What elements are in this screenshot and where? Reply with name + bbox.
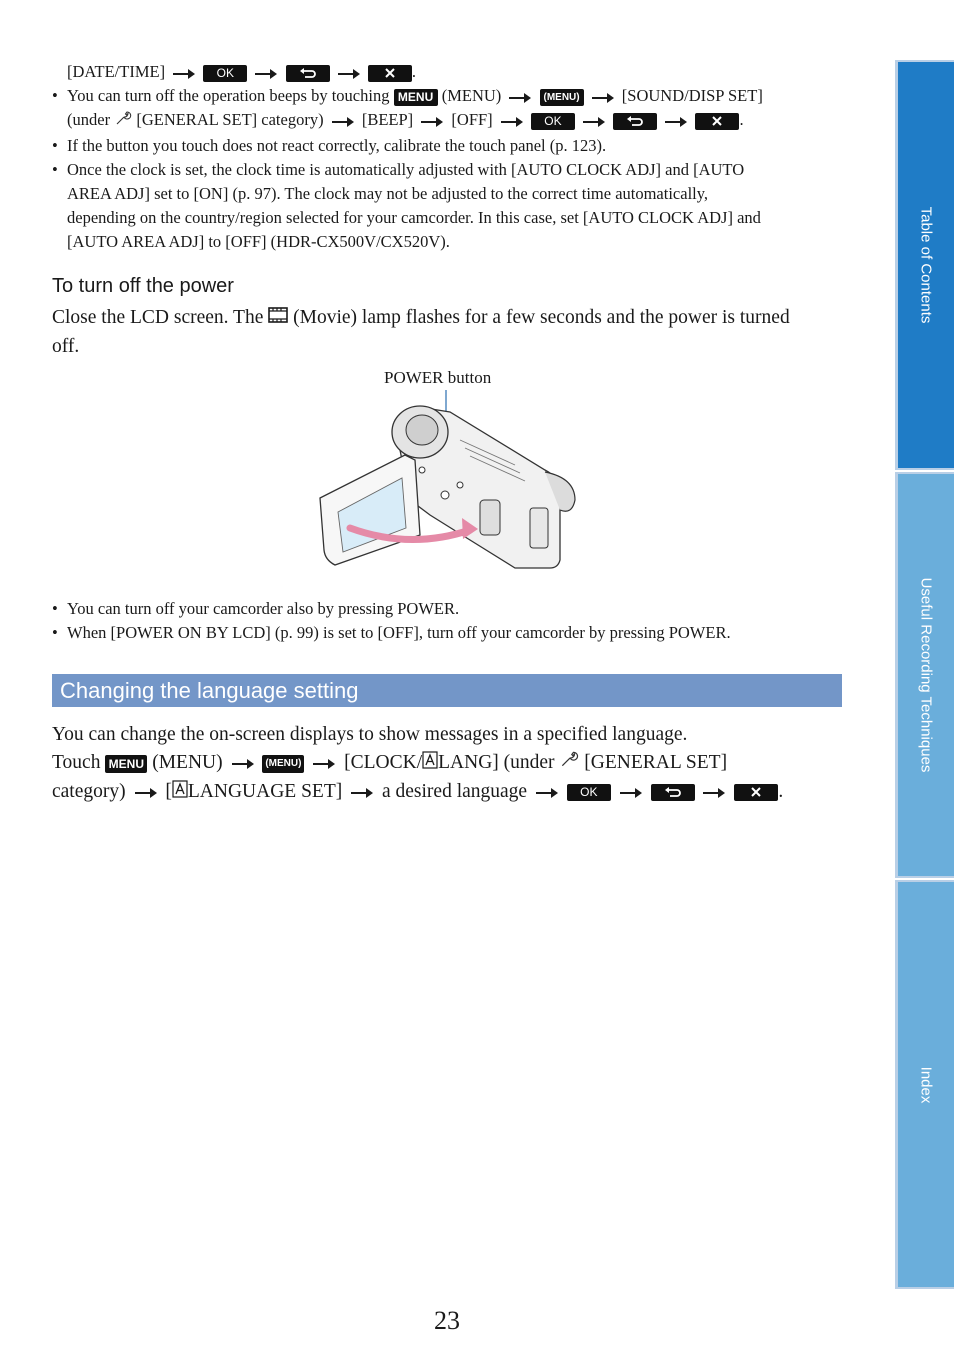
arrow-icon: [351, 792, 373, 793]
arrow-icon: [501, 121, 523, 122]
arrow-icon: [536, 792, 558, 793]
power-notes: [52, 597, 842, 645]
power-text-1: Close the LCD screen. The: [52, 307, 264, 328]
language-touch: Touch: [52, 752, 101, 773]
tab-index-label: Index: [917, 1066, 935, 1103]
power-paragraph: [52, 304, 842, 361]
arrow-icon: [620, 792, 642, 793]
clock-bullet: [52, 158, 842, 254]
tab-toc-label: Table of Contents: [917, 206, 935, 324]
language-paragraph: You can change the on-screen displays to show messages in a specified language. Touch MENU (MENU) (MENU) [CLOCK/ LANG] (under [GENERAL SET] category) [ LANGUAGE SET] a desired language OK .: [52, 721, 842, 807]
language-menu-label: (MENU): [152, 752, 223, 773]
menu-button-icon: MENU: [394, 89, 438, 106]
arrow-icon: [703, 792, 725, 793]
beep-text-6: [BEEP]: [361, 110, 414, 129]
menu-category-icon: (MENU): [262, 755, 304, 773]
wrench-icon: [559, 749, 579, 778]
camcorder-illustration: [310, 390, 590, 575]
close-button-icon: [695, 113, 739, 130]
arrow-icon: [338, 73, 360, 74]
arrow-icon: [313, 763, 335, 764]
date-time-text: [DATE/TIME]: [67, 62, 166, 81]
arrow-icon: [665, 121, 687, 122]
language-desired: a desired language: [381, 781, 528, 803]
arrow-icon: [232, 763, 254, 764]
power-button-caption: POWER button: [384, 368, 492, 387]
language-set-1: [: [165, 781, 172, 803]
language-a-icon: [172, 779, 188, 807]
beep-text-1: You can turn off the operation beeps by touching: [67, 86, 390, 105]
language-general-set: [GENERAL SET]: [584, 752, 728, 773]
menu-category-icon: (MENU): [540, 89, 584, 106]
clock-line-1: Once the clock is set, the clock time is automatically adjusted with [AUTO CLOCK ADJ] and [AUTO: [67, 159, 745, 179]
page-number: 23: [434, 1306, 460, 1335]
instructions-block: [52, 60, 842, 254]
movie-icon: [268, 305, 288, 333]
date-time-line: [DATE/TIME] OK .: [67, 62, 416, 81]
wrench-icon: [114, 109, 132, 134]
menu-button-icon: MENU: [105, 755, 147, 773]
beep-text-5: [GENERAL SET] category): [136, 110, 324, 129]
section-heading-bar: [52, 674, 842, 707]
beep-text-3: [SOUND/DISP SET]: [621, 86, 763, 105]
section-heading: Changing the language setting: [60, 678, 359, 703]
language-line-1: You can change the on-screen displays to show messages in a specified language.: [52, 724, 688, 745]
arrow-icon: [332, 121, 354, 122]
language-clock-2: LANG] (under: [438, 752, 555, 773]
ok-button-icon: OK: [203, 65, 247, 82]
ok-button-icon: OK: [567, 784, 611, 801]
arrow-icon: [592, 97, 614, 98]
tab-useful-label: Useful Recording Techniques: [917, 577, 935, 773]
beep-bullet: • You can turn off the operation beeps by touching MENU (MENU) (MENU) [SOUND/DISP SET] (under [GENERAL SET] category) [BEEP] [OFF] OK .: [52, 84, 842, 134]
language-a-icon: [422, 750, 438, 778]
return-button-icon: [651, 784, 695, 801]
tab-index[interactable]: [895, 880, 954, 1289]
tab-useful-recording-techniques[interactable]: [895, 472, 954, 878]
calibrate-bullet: • If the button you touch does not react correctly, calibrate the touch panel (p. 123).: [52, 134, 842, 158]
power-note-1: • You can turn off your camcorder also by pressing POWER.: [52, 597, 842, 621]
close-button-icon: [734, 784, 778, 801]
return-button-icon: [613, 113, 657, 130]
language-set-2: LANGUAGE SET]: [187, 781, 343, 803]
power-note-2: • When [POWER ON BY LCD] (p. 99) is set to [OFF], turn off your camcorder by pressing POWER.: [52, 621, 842, 645]
power-text-2: (Movie) lamp flashes for a few seconds and the power is turned: [293, 307, 790, 328]
beep-text-2: (MENU): [441, 86, 502, 105]
ok-button-icon: OK: [531, 113, 575, 130]
arrow-icon: [173, 73, 195, 74]
clock-line-3: depending on the country/region selected for your camcorder. In this case, set [AUTO CLOCK ADJ] and: [67, 207, 761, 227]
clock-line-4: [AUTO AREA ADJ] to [OFF] (HDR-CX500V/CX520V).: [67, 231, 450, 251]
tab-table-of-contents[interactable]: [895, 60, 954, 470]
language-category: category): [52, 781, 126, 803]
power-text-3: off.: [52, 335, 80, 357]
arrow-icon: [509, 97, 531, 98]
beep-text-7: [OFF]: [451, 110, 493, 129]
arrow-icon: [583, 121, 605, 122]
power-heading: To turn off the power: [52, 275, 234, 297]
arrow-icon: [421, 121, 443, 122]
close-button-icon: [368, 65, 412, 82]
arrow-icon: [135, 792, 157, 793]
return-button-icon: [286, 65, 330, 82]
language-clock-1: [CLOCK/: [344, 752, 423, 773]
arrow-icon: [255, 73, 277, 74]
clock-line-2: AREA ADJ] set to [ON] (p. 97). The clock may not be adjusted to the correct time automatically,: [67, 183, 709, 203]
beep-text-4: (under: [67, 110, 111, 129]
